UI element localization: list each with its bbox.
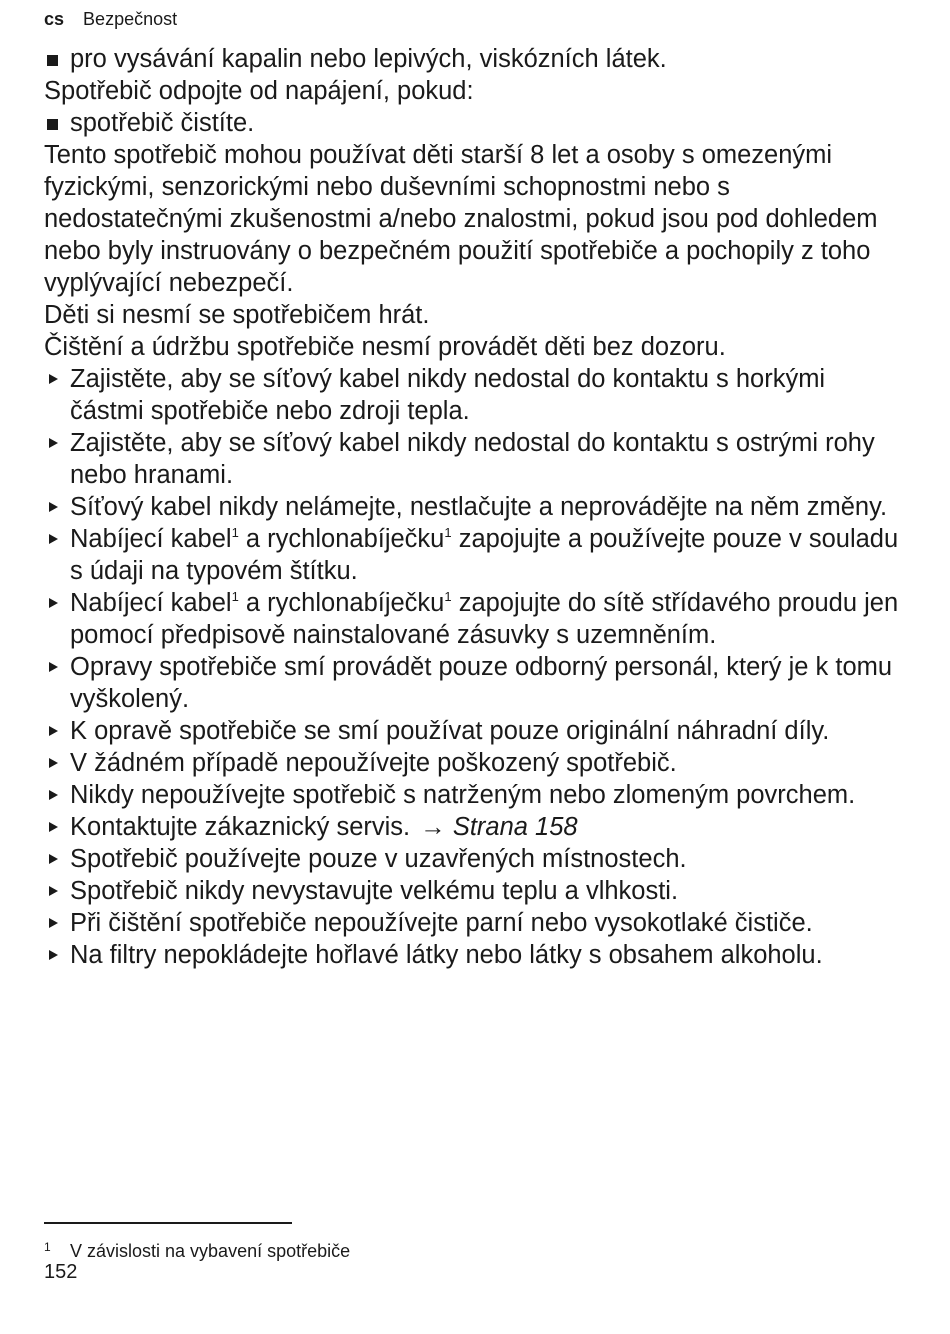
instruction-item: Zajistěte, aby se síťový kabel nikdy nedostal do kontaktu s horkými částmi spotřebiče nebo zdroji tepla. xyxy=(44,363,904,427)
instruction-item: Nabíjecí kabel$^1$ a rychlonabíječku$^1$ zapojujte a používejte pouze v souladu s údaji na typovém štítku. xyxy=(44,523,904,587)
language-code: cs xyxy=(44,9,65,29)
triangle-bullet-icon xyxy=(49,534,58,544)
triangle-bullet-icon xyxy=(49,598,58,608)
triangle-bullet-icon xyxy=(49,950,58,960)
paragraph: Spotřebič odpojte od napájení, pokud: xyxy=(44,77,474,105)
square-bullet-icon xyxy=(47,119,58,130)
triangle-bullet-icon xyxy=(49,854,58,864)
instruction-item: Spotřebič nikdy nevystavujte velkému teplu a vlhkosti. xyxy=(44,875,904,907)
footnote-reference: 1 xyxy=(444,589,452,604)
instruction-item: Opravy spotřebiče smí provádět pouze odborný personál, který je k tomu vyškolený. xyxy=(44,651,904,715)
instruction-item: V žádném případě nepoužívejte poškozený spotřebič. xyxy=(44,747,904,779)
arrow-right-icon: → xyxy=(420,813,446,841)
page-number: 152 xyxy=(44,1261,78,1283)
instruction-item: Zajistěte, aby se síťový kabel nikdy nedostal do kontaktu s ostrými rohy nebo hranami. xyxy=(44,427,904,491)
instruction-item: Nikdy nepoužívejte spotřebič s natrženým nebo zlomeným povrchem. xyxy=(44,779,904,811)
triangle-bullet-icon xyxy=(49,374,58,384)
paragraph: Děti si nesmí se spotřebičem hrát. xyxy=(44,301,430,329)
list-item: spotřebič čistíte. xyxy=(44,107,904,139)
square-bullet-icon xyxy=(47,55,58,66)
triangle-bullet-icon xyxy=(49,822,58,832)
list-item: pro vysávání kapalin nebo lepivých, viskózních látek. xyxy=(44,43,904,75)
triangle-bullet-icon xyxy=(49,886,58,896)
footnote-reference: 1 xyxy=(231,525,239,540)
paragraph: Tento spotřebič mohou používat děti starší 8 let a osoby s omezenými fyzickými, senzorickými nebo duševními schopnostmi nebo s nedostatečnými zkušenostmi a/nebo znalostmi, pokud jsou pod dohledem nebo byly instruovány o bezpečném použití spotřebiče a pochopily z toho vyplývající nebezpečí. xyxy=(44,141,878,297)
instruction-item: Na filtry nepokládejte hořlavé látky nebo látky s obsahem alkoholu. xyxy=(44,939,904,971)
triangle-bullet-icon xyxy=(49,918,58,928)
triangle-bullet-icon xyxy=(49,790,58,800)
footnote-reference: 1 xyxy=(231,589,239,604)
paragraph: Čištění a údržbu spotřebiče nesmí provádět děti bez dozoru. xyxy=(44,333,726,361)
footnote-mark: 1 xyxy=(44,1240,51,1254)
page-header xyxy=(44,8,177,30)
triangle-bullet-icon xyxy=(49,438,58,448)
footnote xyxy=(44,1236,350,1262)
section-title: Bezpečnost xyxy=(83,9,178,29)
instruction-item: K opravě spotřebiče se smí používat pouze originální náhradní díly. xyxy=(44,715,904,747)
instruction-item: Nabíjecí kabel$^1$ a rychlonabíječku$^1$ zapojujte do sítě střídavého proudu jen pomocí předpisově nainstalované zásuvky s uzemněním. xyxy=(44,587,904,651)
page-reference-link[interactable]: Strana 158 xyxy=(452,813,578,841)
instruction-item: Spotřebič používejte pouze v uzavřených místnostech. xyxy=(44,843,904,875)
triangle-bullet-icon xyxy=(49,758,58,768)
triangle-bullet-icon xyxy=(49,726,58,736)
body-text xyxy=(44,43,904,971)
footnote-reference: 1 xyxy=(444,525,452,540)
instruction-item: Síťový kabel nikdy nelámejte, nestlačujte a neprovádějte na něm změny. xyxy=(44,491,904,523)
instruction-item: Při čištění spotřebiče nepoužívejte parní nebo vysokotlaké čističe. xyxy=(44,907,904,939)
footnote-text: V závislosti na vybavení spotřebiče xyxy=(70,1241,351,1261)
instruction-item: Kontaktujte zákaznický servis. → Strana 158 xyxy=(44,811,904,843)
footnote-divider xyxy=(44,1222,292,1224)
triangle-bullet-icon xyxy=(49,662,58,672)
triangle-bullet-icon xyxy=(49,502,58,512)
